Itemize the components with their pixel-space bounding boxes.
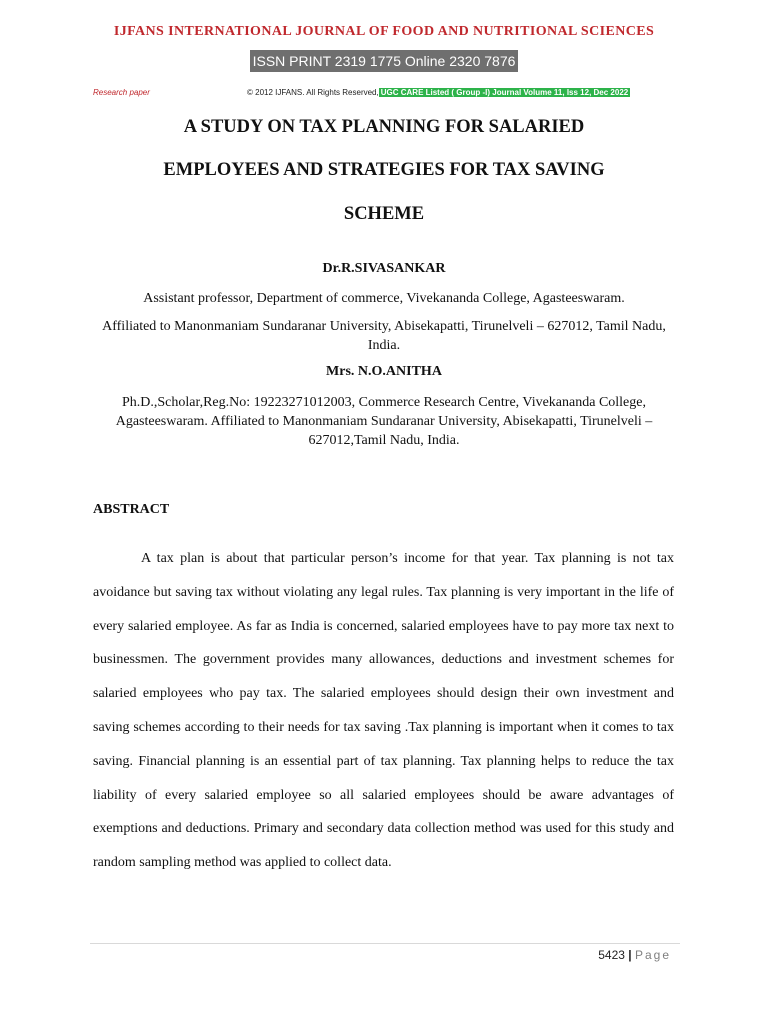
author-name-1: Dr.R.SIVASANKAR: [322, 261, 446, 276]
author-name-2: Mrs. N.O.ANITHA: [326, 364, 442, 379]
paper-title-line-3: SCHEME: [343, 204, 425, 224]
page-footer: [598, 948, 671, 962]
copyright-group: [247, 88, 630, 97]
author-2-affiliation: Ph.D.,Scholar,Reg.No: 19223271012003, Commerce Research Centre, Vivekananda College, Agasteeswaram. Affiliated to Manonmaniam Sundaranar University, Abisekapatti, Tirunelveli – 627012,Tamil Nadu, India.: [115, 395, 653, 448]
author-1-affiliation-line-2: Affiliated to Manonmaniam Sundaranar University, Abisekapatti, Tirunelveli – 627012, Tamil Nadu, India.: [102, 319, 666, 353]
copyright-notice: © 2012 IJFANS. All Rights Reserved,: [247, 88, 379, 97]
paper-title-line-2: EMPLOYEES AND STRATEGIES FOR TAX SAVING: [163, 160, 605, 180]
page-separator: |: [628, 948, 632, 962]
page-number: 5423: [598, 948, 625, 962]
journal-name: IJFANS INTERNATIONAL JOURNAL OF FOOD AND NUTRITIONAL SCIENCES: [113, 24, 655, 39]
ugc-care-badge: UGC CARE Listed ( Group -I) Journal Volume 11, Iss 12, Dec 2022: [380, 88, 629, 97]
footer-divider: [90, 943, 680, 944]
page-label: Page: [634, 948, 671, 962]
issn-banner: ISSN PRINT 2319 1775 Online 2320 7876: [250, 50, 519, 72]
abstract-heading: ABSTRACT: [93, 502, 170, 517]
author-1-affiliation-line-1: Assistant professor, Department of commerce, Vivekananda College, Agasteeswaram.: [143, 291, 625, 306]
issn-banner-wrap: [0, 50, 768, 72]
paper-title-line-1: A STUDY ON TAX PLANNING FOR SALARIED: [183, 117, 585, 137]
paper-type-label: Research paper: [93, 88, 150, 97]
abstract-body: A tax plan is about that particular person’s income for that year. Tax planning is not tax avoidance but saving tax without violating any legal rules. Tax planning is very important in the life of every salaried employee. As far as India is concerned, salaried employees have to pay more tax next to businessmen. The government provides many allowances, deductions and investment schemes for salaried employees who pay tax. The salaried employees should design their own investment and saving schemes according to their needs for tax saving .Tax planning is important when it comes to tax saving. Financial planning is an essential part of tax planning. Tax planning helps to reduce the tax liability of every salaried employee so all salaried employees should be aware advantages of exemptions and deductions. Primary and secondary data collection method was used for this study and random sampling method was applied to collect data.: [93, 551, 674, 871]
paper-meta-row: [93, 87, 676, 101]
